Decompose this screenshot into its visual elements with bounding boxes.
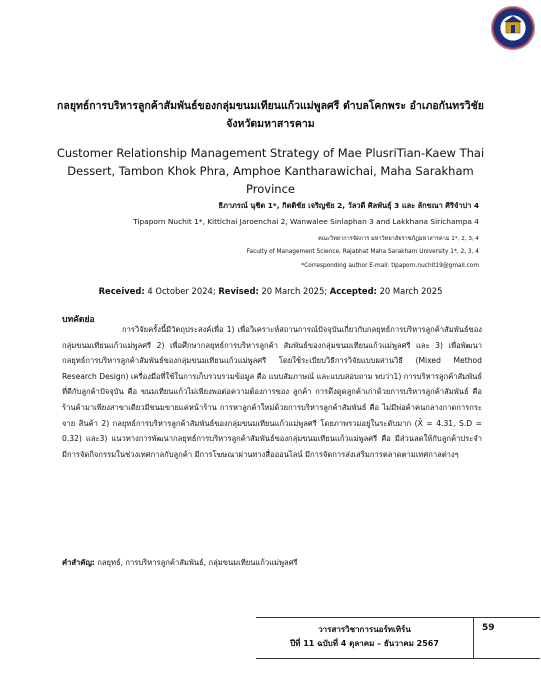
affiliation-thai: คณะวิทยาการจัดการ มหาวิทยาลัยราชภัฏมหาสารคาม 1*, 2, 3, 4: [318, 236, 479, 242]
abstract-heading: บทคัดย่อ: [62, 315, 95, 325]
corresponding-author: *Corresponding author E-mail: tipaporn.nuchit19@gmail.com: [301, 263, 479, 269]
paper-title-english: [55, 144, 486, 198]
affiliation-english: Faculty of Management Science, Rajabhat Maha Sarakham University 1*, 2, 3, 4: [246, 249, 479, 255]
revised-label: Revised:: [218, 286, 259, 296]
accepted-date: 20 March 2025: [376, 286, 443, 296]
authors-english: Tipaporn Nuchit 1*, Kittichai Jaroenchai 2, Wanwalee Sinlaphan 3 and Lakkhana Sirichampa 4: [133, 217, 479, 226]
received-label: Received:: [98, 286, 145, 296]
abstract-body: [62, 322, 482, 462]
page-number: 59: [482, 623, 495, 633]
title-thai-line-1: กลยุทธ์การบริหารลูกค้าสัมพันธ์ของกลุ่มขนมเทียนแก้วแม่พูลศรี ตำบลโคกพระ อำเภอกันทรวิชัย: [57, 100, 484, 112]
title-english-line-2: Dessert, Tambon Khok Phra, Amphoe Kantharawichai, Maha Sarakham Province: [67, 164, 474, 196]
journal-footer: [256, 617, 540, 659]
journal-issue: ปีที่ 11 ฉบับที่ 4 ตุลาคม – ธันวาคม 2567: [290, 639, 439, 648]
revised-date: 20 March 2025;: [258, 286, 330, 296]
title-thai-line-2: จังหวัดมหาสารคาม: [226, 118, 315, 130]
keywords-label: คำสำคัญ:: [62, 558, 95, 567]
journal-info: [256, 618, 474, 658]
submission-dates: [0, 286, 541, 296]
accepted-label: Accepted:: [329, 286, 377, 296]
received-date: 4 October 2024;: [144, 286, 219, 296]
authors-thai: ธิภาภรณ์ นุชิต 1*, กิตติชัย เจริญชัย 2, วัลวดี ศิลพันธุ์ 3 และ ลักขณา ศิริจำปา 4: [218, 201, 479, 210]
university-seal-logo: [491, 6, 535, 50]
journal-name: วารสารวิชาการนอร์ทเทิร์น: [318, 625, 411, 634]
abstract-paragraph: การวิจัยครั้งนี้มีวัตถุประสงค์เพื่อ 1) เพื่อวิเคราะห์สถานการณ์ปัจจุบันเกี่ยวกับกลยุทธ์การบริหารลูกค้าสัมพันธ์ของกลุ่มขนมเทียนแก้วแม่พูลศรี 2) เพื่อศึกษากลยุทธ์การบริหารลูกค้า สัมพันธ์ของกลุ่มขนมเทียนแก้วแม่พูลศรี และ 3) เพื่อพัฒนากลยุทธ์การบริหารลูกค้าสัมพันธ์ของกลุ่มขนมเทียนแก้วแม่พูลศรี โดยใช้ระเบียบวิธีการวิจัยแบบผสานวิธี (Mixed Method Research Design) เครื่องมือที่ใช้ในการเก็บรวบรวมข้อมูล คือ แบบสัมภาษณ์ และแบบสอบถาม พบว่า1) การบริหารลูกค้าสัมพันธ์ที่ดีกับลูกค้าปัจจุบัน คือ ขนมเทียนแก้วไม่เพียงพอต่อความต้องการของ ลูกค้า การดึงดูดลูกค้าเก่าด้วยการบริหารลูกค้าสัมพันธ์ คือ ร้านค้ามาเพียงสาขาเดียวมีขนมขายแค่หน้าร้าน การหาลูกค้าใหม่ด้วยการบริหารลูกค้าสัมพันธ์ คือ ไม่มีพ่อค้าคนกลางกาดการกระจาย สินค้า 2) กลยุทธ์การบริหารลูกค้าสัมพันธ์ของกลุ่มขนมเทียนแก้วแม่พูลศรี โดยภาพรวมอยู่ในระดับมาก (X̄ = 4.31, S.D = 0.32) และ3) แนวทางการพัฒนากลยุทธ์การบริหารลูกค้าสัมพันธ์ของกลุ่มขนมเทียนแก้วแม่พูลศรี คือ มีส่วนลดให้กับลูกค้าประจำ มีการจัดกิจกรรมในช่วงเทศกาลกับลูกค้า มีการโฆษณาผ่านทางสื่อออนไลน์ มีการจัดการส่งเสริมการตลาดตามเทศกาลต่างๆ: [62, 325, 482, 459]
paper-title-thai: [30, 97, 511, 133]
keywords: [62, 557, 482, 569]
keywords-list: กลยุทธ์, การบริหารลูกค้าสัมพันธ์, กลุ่มขนมเทียนแก้วแม่พูลศรี: [94, 558, 298, 567]
title-english-line-1: Customer Relationship Management Strategy of Mae PlusriTian-Kaew Thai: [56, 146, 485, 160]
